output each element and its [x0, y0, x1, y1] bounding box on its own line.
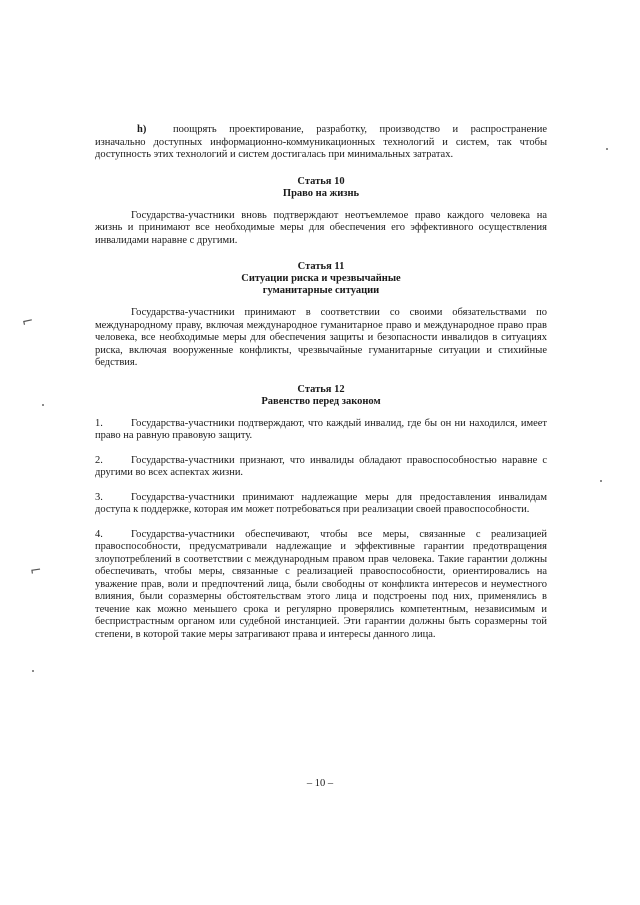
margin-mark: ⌐: [20, 312, 36, 332]
article-number: Статья 10: [297, 175, 345, 187]
article-title-line: Ситуации риска и чрезвычайные: [241, 273, 401, 284]
document-body: [95, 124, 547, 653]
item-text: Государства-участники принимают надлежащие меры для предоставления инвалидам доступа к поддержке, которая им может потребоваться при реализации своей правоспособности.: [95, 491, 547, 515]
article-10-text: Государства-участники вновь подтверждают неотъемлемое право каждого человека на жизнь и принимают все необходимые меры для обеспечения его эффективного осуществления инвалидами наравне с другими.: [95, 209, 547, 246]
margin-mark: ⌐: [28, 562, 43, 580]
article-title-line: гуманитарные ситуации: [262, 285, 380, 296]
article-12-item: [95, 418, 547, 443]
item-number: 1.: [95, 417, 103, 429]
article-11-heading: [95, 261, 547, 297]
item-text: Государства-участники обеспечивают, чтобы все меры, связанные с реализацией правоспособности, предусматривали надлежащие и эффективные гарантии предотвращения злоупотреблений в соответствии с международным правом прав человека. Такие гарантии должны обеспечивать, чтобы меры, связанные с реализацией правоспособности, ориентировались на уважение прав, воли и предпочтений лица, были свободны от конфликта интересов и неуместного влияния, были соразмерны обстоятельствам этого лица и подстроены под них, применялись в течение как можно меньшего срока и регулярно проверялись компетентным, независимым и беспристрастным органом или судебной инстанцией. Эти гарантии должны быть соразмерны той степени, в которой такие меры затрагивают права и интересы данного лица.: [95, 528, 547, 640]
article-title: Право на жизнь: [282, 187, 360, 199]
item-number: 2.: [95, 454, 103, 466]
article-12-item: [95, 529, 547, 642]
scan-speck: [606, 148, 608, 150]
article-number: Статья 12: [297, 383, 345, 395]
item-number: 4.: [95, 528, 103, 540]
article-11-text: Государства-участники принимают в соответствии со своими обязательствами по международному праву, включая международное гуманитарное право и международное право прав человека, все необходимые меры для обеспечения защиты и безопасности инвалидов в ситуациях риска, включая вооруженные конфликты, чрезвычайные гуманитарные ситуации и стихийные бедствия.: [95, 307, 547, 368]
article-number: Статья 11: [297, 261, 345, 272]
scan-speck: [600, 480, 602, 482]
scan-speck: [32, 670, 34, 672]
list-item-h: [95, 124, 547, 162]
scan-speck: [42, 404, 44, 406]
item-marker: h): [137, 124, 147, 135]
article-12-heading: [95, 384, 547, 408]
item-number: 3.: [95, 491, 103, 503]
article-title: Равенство перед законом: [261, 395, 381, 407]
page-number: – 10 –: [306, 778, 334, 789]
article-12-item: [95, 492, 547, 517]
item-text: Государства-участники подтверждают, что каждый инвалид, где бы он ни находился, имеет право на равную правовую защиту.: [95, 417, 547, 441]
item-text: поощрять проектирование, разработку, производство и распространение изначально доступных информационно-коммуникационных технологий и систем, так чтобы доступность этих технологий и систем достигалась при минимальных затратах.: [95, 124, 547, 160]
article-10-heading: [95, 176, 547, 200]
item-text: Государства-участники признают, что инвалиды обладают правоспособностью наравне с другими во всех аспектах жизни.: [95, 454, 547, 478]
article-12-item: [95, 455, 547, 480]
